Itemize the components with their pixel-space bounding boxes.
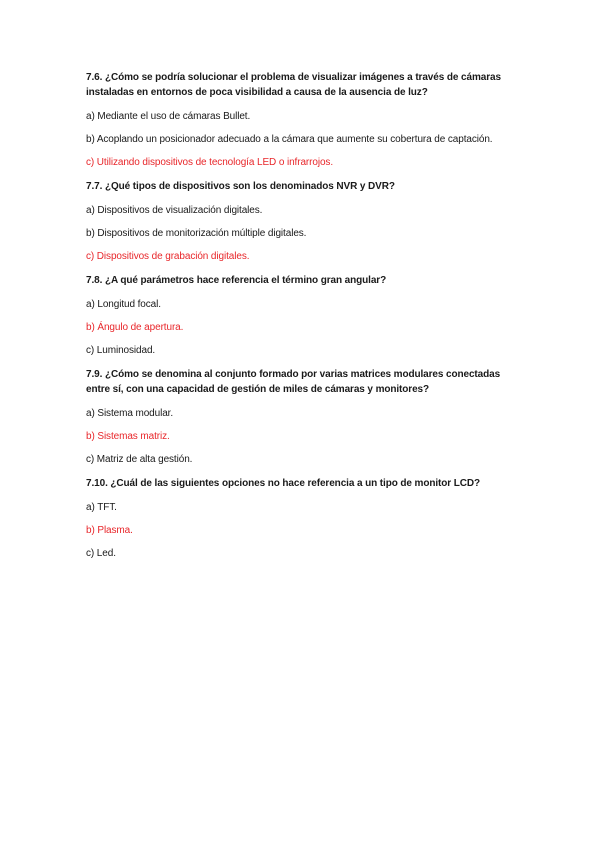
question-text: 7.9. ¿Cómo se denomina al conjunto formado por varias matrices modulares conectadas entre sí, con una capacidad de gestión de miles de cámaras y monitores?: [86, 369, 501, 395]
question-7-10: [86, 476, 526, 560]
question-text: 7.10. ¿Cuál de las siguientes opciones no hace referencia a un tipo de monitor LCD?: [86, 478, 481, 489]
option-a: a) Dispositivos de visualización digitales.: [86, 205, 263, 216]
option-c: c) Luminosidad.: [86, 345, 156, 356]
option-b-correct: b) Sistemas matriz.: [86, 431, 170, 442]
option-a: a) Sistema modular.: [86, 408, 174, 419]
option-c: c) Matriz de alta gestión.: [86, 454, 193, 465]
option-a: a) TFT.: [86, 502, 117, 513]
option-b-correct: b) Ángulo de apertura.: [86, 322, 184, 333]
option-a: a) Mediante el uso de cámaras Bullet.: [86, 111, 251, 122]
question-text: 7.8. ¿A qué parámetros hace referencia el término gran angular?: [86, 275, 387, 286]
question-7-6: [86, 70, 526, 169]
option-c-correct: c) Utilizando dispositivos de tecnología LED o infrarrojos.: [86, 157, 334, 168]
question-7-7: [86, 179, 526, 263]
option-b: b) Dispositivos de monitorización múltiple digitales.: [86, 228, 307, 239]
option-b: b) Acoplando un posicionador adecuado a la cámara que aumente su cobertura de captación.: [86, 134, 493, 145]
option-b-correct: b) Plasma.: [86, 525, 133, 536]
option-c: c) Led.: [86, 548, 116, 559]
question-text: 7.6. ¿Cómo se podría solucionar el problema de visualizar imágenes a través de cámaras instaladas en entornos de poca visibilidad a causa de la ausencia de luz?: [86, 72, 501, 98]
question-7-8: [86, 273, 526, 357]
question-7-9: [86, 367, 526, 466]
option-a: a) Longitud focal.: [86, 299, 161, 310]
option-c-correct: c) Dispositivos de grabación digitales.: [86, 251, 250, 262]
question-text: 7.7. ¿Qué tipos de dispositivos son los denominados NVR y DVR?: [86, 181, 395, 192]
document-page: [86, 70, 526, 570]
